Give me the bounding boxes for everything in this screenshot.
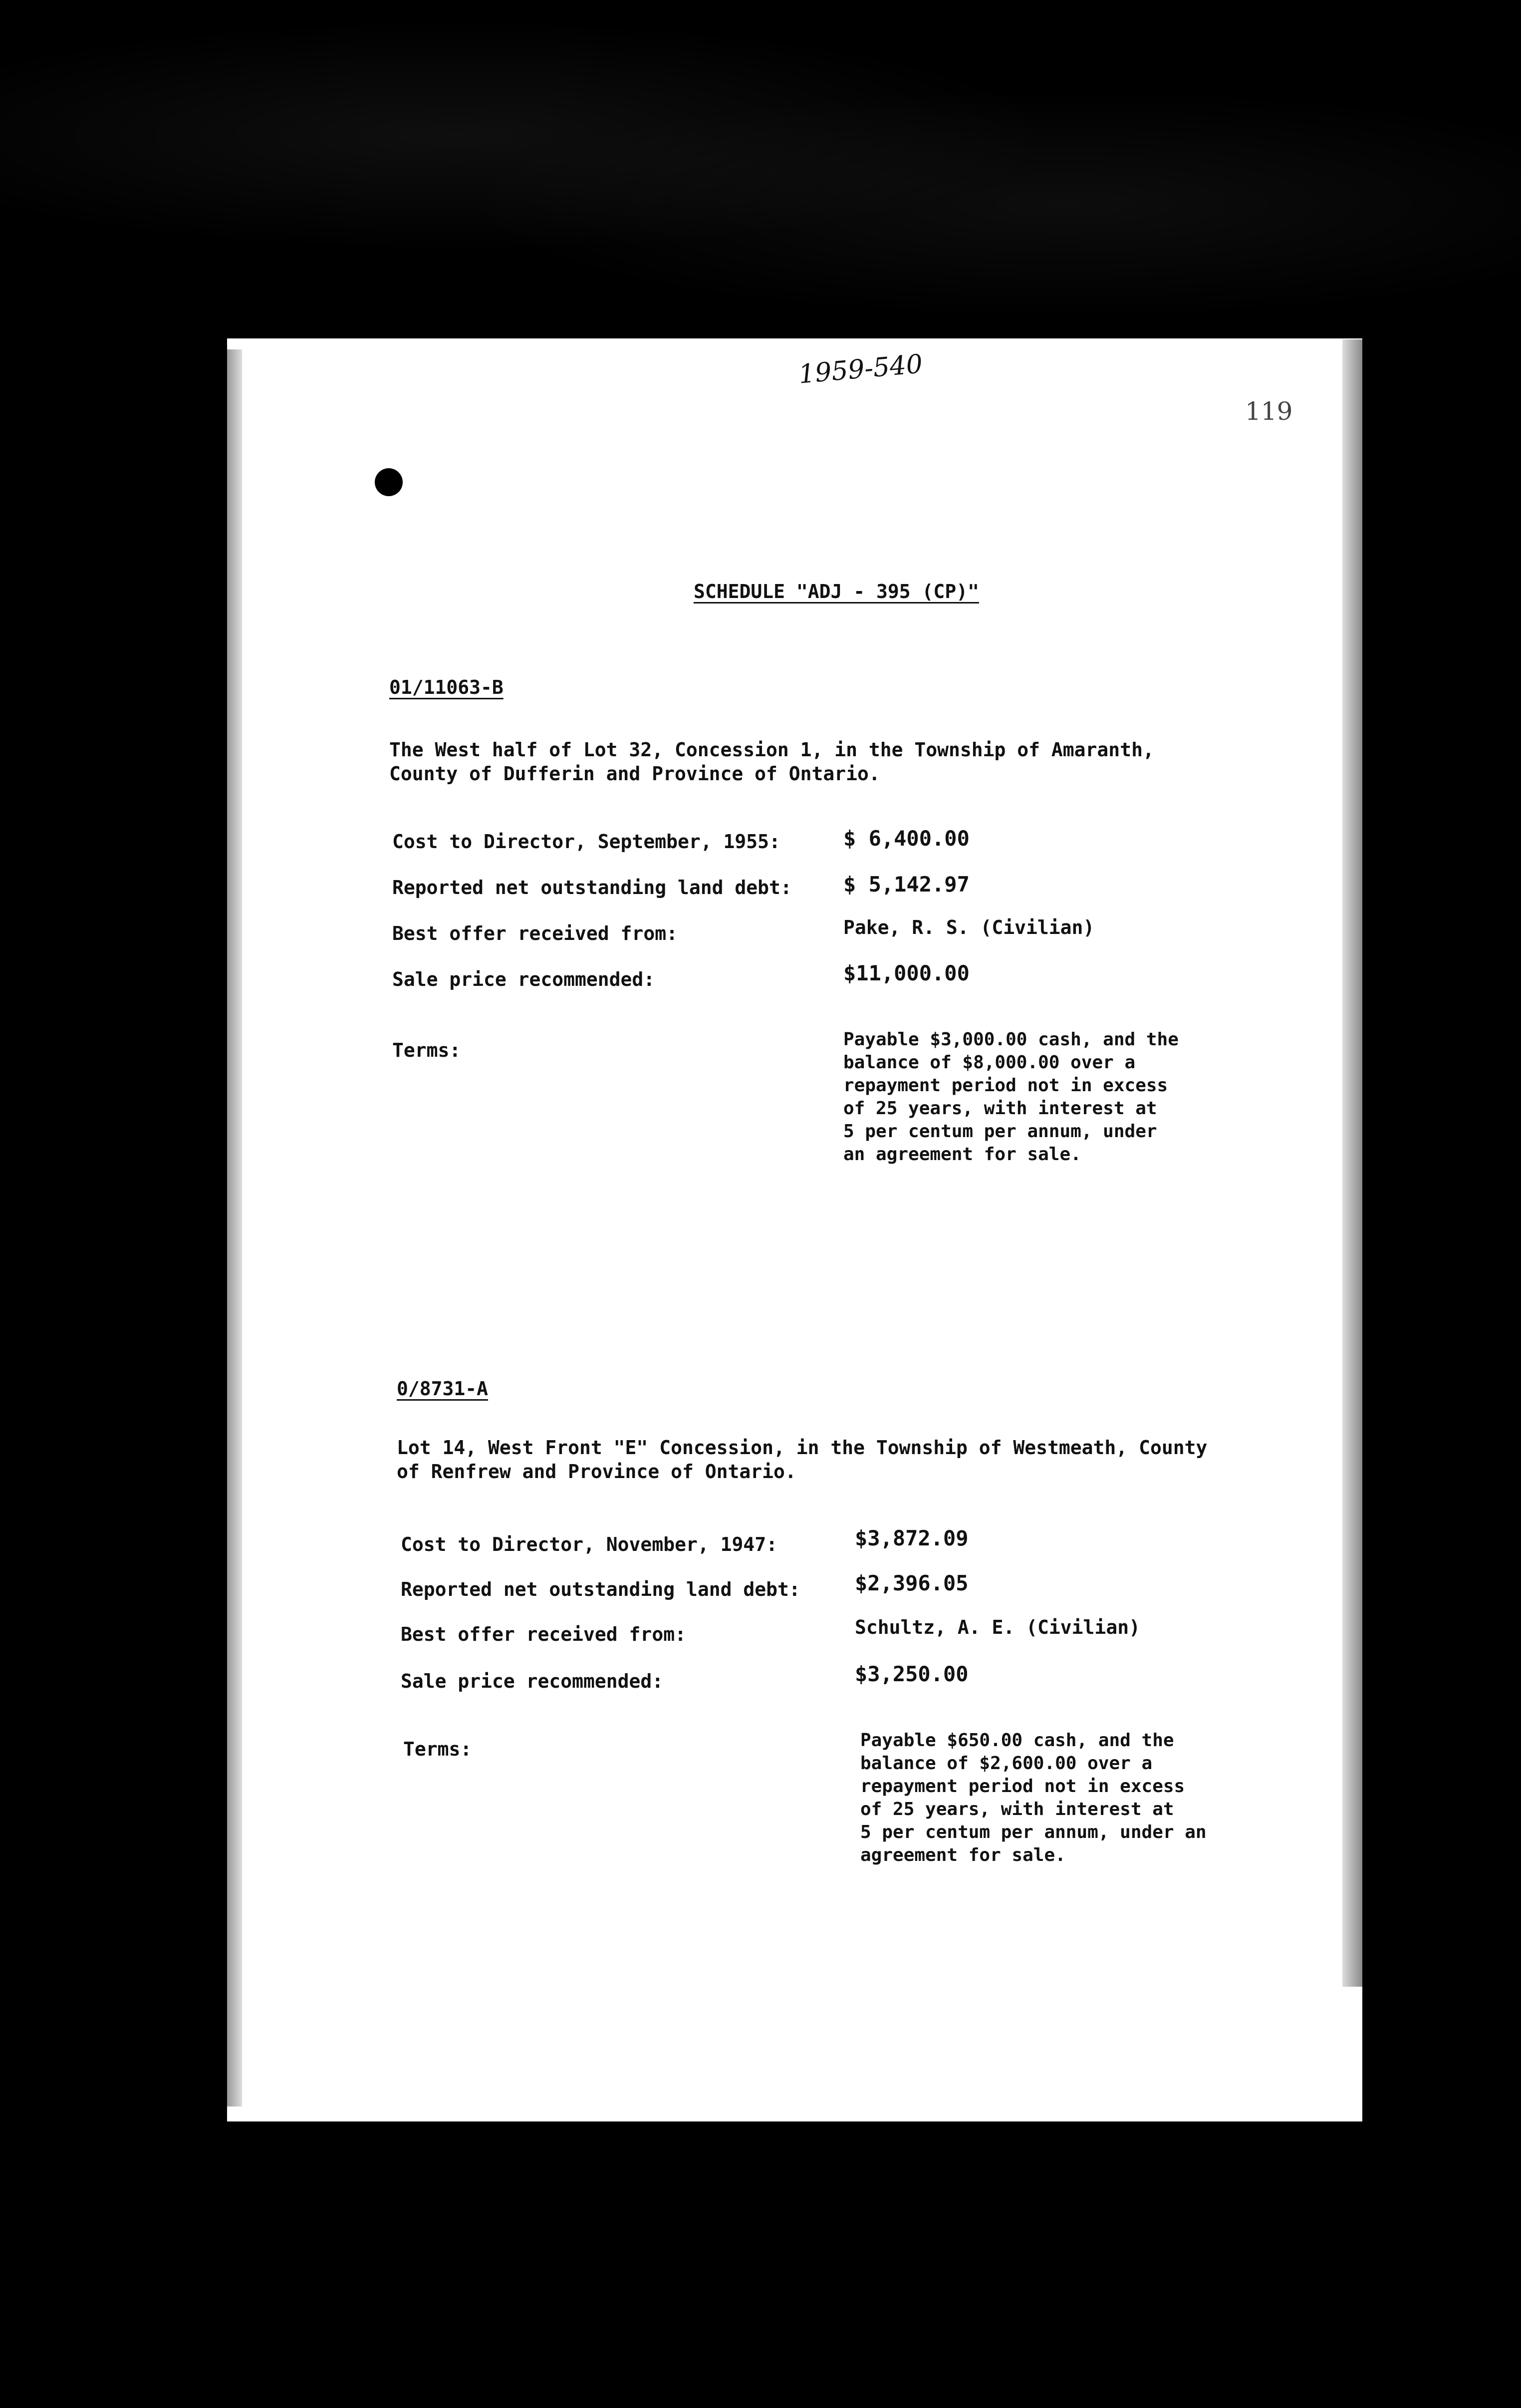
- offer-value: Schultz, A. E. (Civilian): [855, 1616, 1140, 1638]
- terms-text: Payable $3,000.00 cash, and the balance of $8,000.00 over a repayment period not in excess of 25 years, with interest at 5 per centum per annum, under an agreement for sale.: [843, 1029, 1179, 1165]
- cost-label: Cost to Director, September, 1955:: [392, 831, 780, 853]
- page-number: 119: [1245, 397, 1293, 426]
- punch-hole: [375, 468, 403, 496]
- page-edge-right: [1342, 339, 1362, 1987]
- offer-label: Best offer received from:: [392, 922, 678, 944]
- land-debt-value: $2,396.05: [855, 1571, 969, 1595]
- cost-label: Cost to Director, November, 1947:: [401, 1533, 777, 1555]
- sale-price-label: Sale price recommended:: [392, 968, 655, 990]
- offer-label: Best offer received from:: [401, 1623, 686, 1645]
- file-number: 01/11063-B: [389, 676, 504, 698]
- schedule-title: SCHEDULE "ADJ - 395 (CP)": [694, 581, 979, 602]
- cost-value: $ 6,400.00: [843, 826, 970, 851]
- terms-label: Terms:: [392, 1039, 461, 1061]
- sale-price-label: Sale price recommended:: [401, 1670, 664, 1692]
- handwritten-number: 1959-540: [797, 349, 924, 390]
- sale-price-value: $3,250.00: [855, 1662, 969, 1686]
- page-edge-left: [227, 349, 242, 2107]
- film-background: [0, 0, 1521, 339]
- file-number: 0/8731-A: [397, 1378, 489, 1400]
- terms-text: Payable $650.00 cash, and the balance of $2,600.00 over a repayment period not in excess of 25 years, with interest at 5 per centum per annum, under an agreement for sale.: [860, 1730, 1207, 1865]
- property-description: County of Dufferin and Province of Ontario.: [389, 763, 880, 785]
- terms-label: Terms:: [403, 1738, 472, 1760]
- sale-price-value: $11,000.00: [843, 961, 970, 985]
- property-description: The West half of Lot 32, Concession 1, in the Township of Amaranth,: [389, 739, 1154, 761]
- land-debt-label: Reported net outstanding land debt:: [401, 1578, 800, 1600]
- cost-value: $3,872.09: [855, 1526, 969, 1550]
- land-debt-label: Reported net outstanding land debt:: [392, 877, 792, 899]
- property-description: Lot 14, West Front "E" Concession, in the Township of Westmeath, County: [397, 1437, 1208, 1459]
- land-debt-value: $ 5,142.97: [843, 872, 970, 897]
- property-description: of Renfrew and Province of Ontario.: [397, 1461, 796, 1483]
- offer-value: Pake, R. S. (Civilian): [843, 916, 1095, 938]
